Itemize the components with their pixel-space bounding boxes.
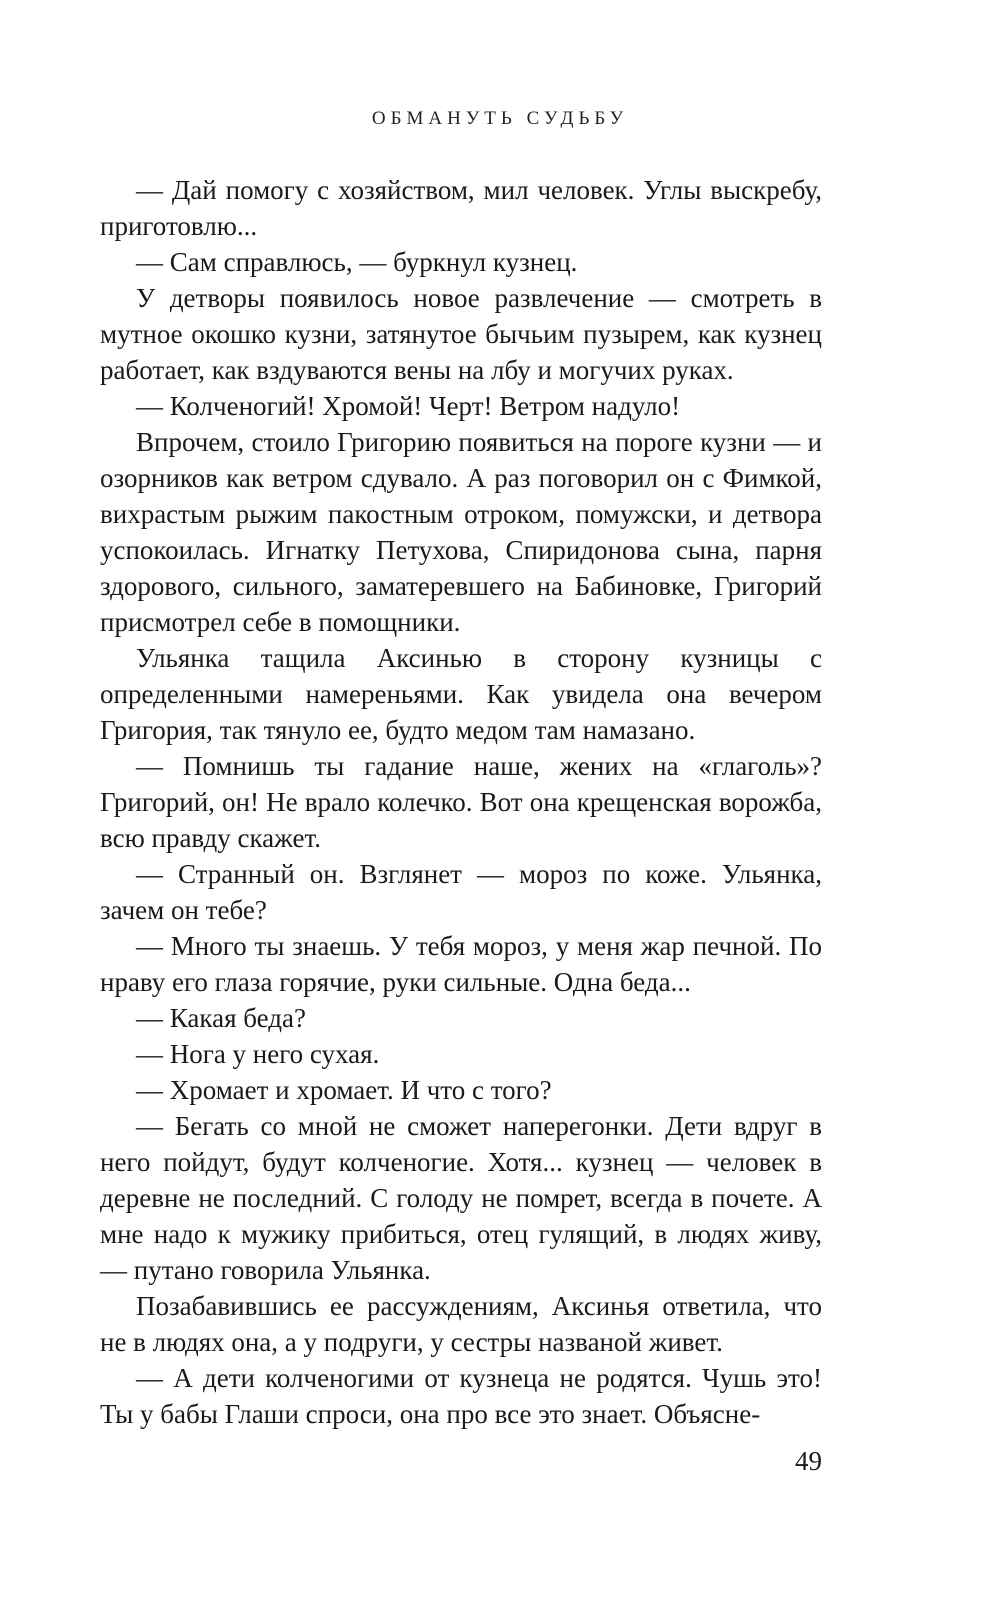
paragraph: У детворы появилось новое развлечение — смотреть в мутное окошко кузни, затянутое бычьим пузырем, как кузнец работает, как вздуваются вены на лбу и могучих руках. — [100, 283, 822, 385]
paragraph: — Сам справлюсь, — буркнул кузнец. — [136, 247, 578, 277]
paragraph: — Хромает и хромает. И что с того? — [136, 1075, 552, 1105]
paragraph: — Странный он. Взглянет — мороз по коже. Ульянка, зачем он тебе? — [100, 859, 822, 925]
paragraph: — А дети колченогими от кузнеца не родятся. Чушь это! Ты у бабы Глаши спроси, она про все это знает. Объясне- — [100, 1363, 822, 1429]
paragraph: — Дай помогу с хозяйством, мил человек. Углы выскребу, приготовлю... — [100, 175, 822, 241]
paragraph: — Колченогий! Хромой! Черт! Ветром надуло! — [136, 391, 681, 421]
paragraph: — Какая беда? — [136, 1003, 306, 1033]
paragraph: Впрочем, стоило Григорию появиться на пороге кузни — и озорников как ветром сдувало. А раз поговорил он с Фимкой, вихрастым рыжим пакостным отроком, помужски, и детвора успокоилась. Игнатку Петухова, Спиридонова сына, парня здорового, сильного, заматеревшего на Бабиновке, Григорий присмотрел себе в помощники. — [100, 427, 822, 637]
paragraph: — Нога у него сухая. — [136, 1039, 380, 1069]
page-number: 49 — [795, 1446, 822, 1476]
paragraph: — Бегать со мной не сможет наперегонки. Дети вдруг в него пойдут, будут колченогие. Хотя... кузнец — человек в деревне не последний. С голоду не помрет, всегда в почете. А мне надо к мужику прибиться, отец гулящий, в людях живу, — путано говорила Ульянка. — [100, 1111, 822, 1285]
paragraph: Ульянка тащила Аксинью в сторону кузницы с определенными намереньями. Как увидела она вечером Григория, так тянуло ее, будто медом там намазано. — [100, 643, 822, 745]
paragraph: Позабавившись ее рассуждениям, Аксинья ответила, что не в людях она, а у подруги, у сестры названой живет. — [100, 1291, 822, 1357]
body-text — [100, 172, 822, 1432]
paragraph: — Помнишь ты гадание наше, жених на «глаголь»? Григорий, он! Не врало колечко. Вот она крещенская ворожба, всю правду скажет. — [100, 751, 822, 853]
running-header: ОБМАНУТЬ СУДЬБУ — [371, 108, 629, 129]
paragraph: — Много ты знаешь. У тебя мороз, у меня жар печной. По нраву его глаза горячие, руки сильные. Одна беда... — [100, 931, 822, 997]
